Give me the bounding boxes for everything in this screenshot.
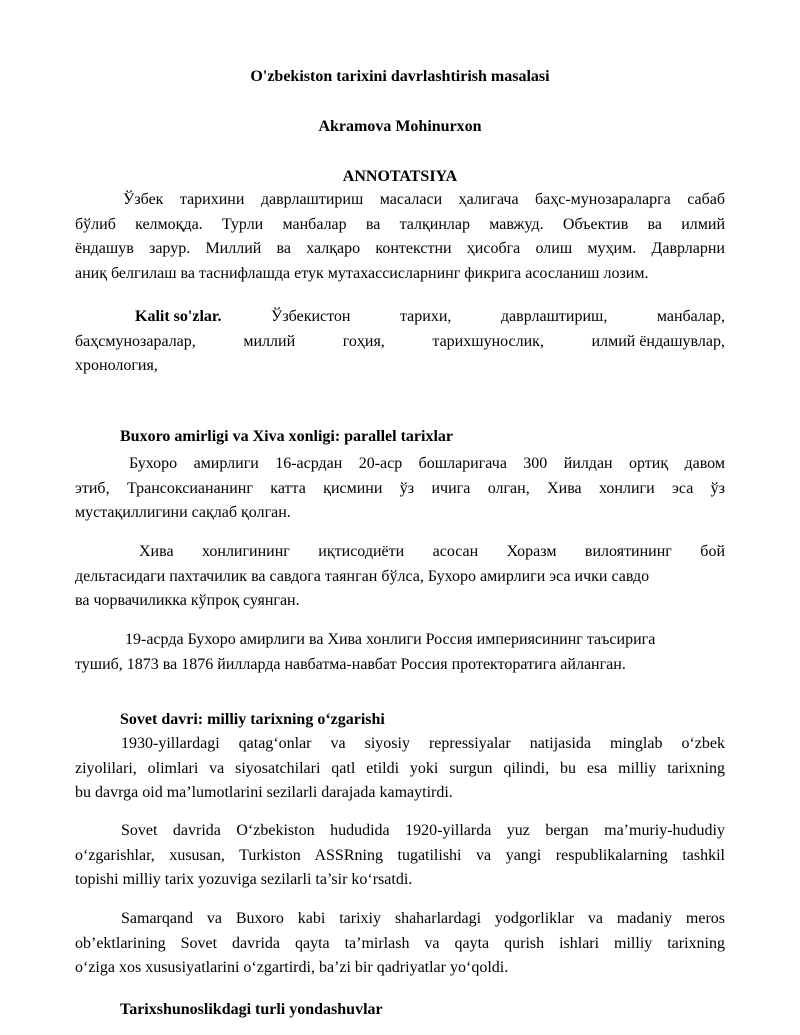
paragraph-line: этиб, Трансоксиананинг катта қисмини ўз ичига олган, Хива хонлиги эса ўз — [75, 479, 725, 497]
paragraph-line: Хива хонлигининг иқтисодиёти асосан Хоразм вилоятининг бой — [139, 543, 725, 560]
section1-paragraph-2 — [75, 540, 725, 614]
keywords-paragraph — [75, 305, 725, 379]
paragraph-line: 19-асрда Бухоро амирлиги ва Хива хонлиги Россия империясининг таъсирига — [125, 631, 656, 648]
keyword: манбалар, — [656, 308, 725, 325]
keyword: илмий ёндашувлар, — [591, 332, 725, 350]
keywords-line — [75, 305, 725, 330]
section1-paragraph-3 — [75, 628, 725, 677]
keywords-line — [75, 330, 725, 355]
document-title: O'zbekiston tarixini davrlashtirish masalasi — [250, 68, 550, 85]
paragraph-line: мустақиллигини сақлаб қолган. — [75, 504, 291, 521]
section-heading: Tarixshunoslikdagi turli yondashuvlar — [120, 1001, 383, 1018]
section2-paragraph-3 — [75, 907, 725, 981]
annotation-paragraph — [75, 188, 725, 286]
keyword: баҳсмунозаралар, — [75, 332, 196, 350]
author-name: Akramova Mohinurxon — [318, 118, 482, 135]
section2-paragraph-1 — [75, 732, 725, 806]
paragraph-line: ва чорвачиликка кўпроқ суянган. — [75, 592, 300, 609]
annotation-line: бўлиб келмоқда. Турли манбалар ва талқинлар мавжуд. Объектив ва илмий — [75, 215, 725, 233]
section-heading: Sovet davri: milliy tarixning o‘zgarishi — [120, 711, 385, 728]
paragraph-line: дельтасидаги пахтачилик ва савдога таянган бўлса, Бухоро амирлиги эса ички савдо — [75, 567, 650, 585]
keyword: даврлаштириш, — [500, 308, 608, 325]
keyword: гоҳия, — [342, 332, 385, 350]
paragraph-line: bu davrga oid ma’lumotlarini sezilarli darajada kamaytirdi. — [75, 784, 453, 801]
keyword: миллий — [243, 332, 296, 350]
paragraph-line: ziyolilari, olimlari va siyosatchilari qatl etildi yoki surgun qilindi, bu esa milliy tarixning — [75, 759, 725, 777]
keyword: тарихи, — [399, 308, 452, 325]
paragraph-line: 1930-yillardagi qatag‘onlar va siyosiy repressiyalar natijasida minglab o‘zbek — [121, 735, 725, 752]
paragraph-line: topishi milliy tarix yozuviga sezilarli ta’sir ko‘rsatdi. — [75, 871, 413, 888]
paragraph-line: Sovet davrida O‘zbekiston hududida 1920-yillarda yuz bergan ma’muriy-hududiy — [121, 822, 725, 839]
section1-paragraph-1 — [75, 452, 725, 526]
paragraph-line: тушиб, 1873 ва 1876 йилларда навбатма-навбат Россия протекторатига айланган. — [75, 655, 626, 673]
annotation-line: Ўзбек тарихини даврлаштириш масаласи ҳалигача баҳс-мунозараларга сабаб — [123, 191, 725, 208]
paragraph-line: Samarqand va Buxoro kabi tarixiy shaharlardagi yodgorliklar va madaniy meros — [121, 910, 725, 927]
section2-paragraph-2 — [75, 819, 725, 893]
paragraph-line: ob’ektlarining Sovet davrida qayta ta’mirlash va qayta qurish ishlari milliy tarixning — [75, 934, 725, 952]
annotation-heading: ANNOTATSIYA — [342, 168, 458, 185]
keyword: хронология, — [75, 357, 158, 374]
annotation-line: ёндашув зарур. Миллий ва халқаро контекстни ҳисобга олиш муҳим. Даврларни — [75, 240, 725, 257]
keyword: Ўзбекистон — [271, 308, 351, 325]
paragraph-line: Бухоро амирлиги 16-асрдан 20-аср бошларигача 300 йилдан ортиқ давом — [129, 455, 725, 472]
paragraph-line: o‘ziga xos xususiyatlarini o‘zgartirdi, ba’zi bir qadriyatlar yo‘qoldi. — [75, 959, 509, 976]
keywords-label: Kalit so'zlar. — [135, 308, 222, 325]
paragraph-line: o‘zgarishlar, xususan, Turkiston ASSRning tugatilishi va yangi respublikalarning tashkil — [75, 846, 725, 864]
annotation-line: аниқ белгилаш ва таснифлашда етук мутахассисларнинг фикрига асосланиш лозим. — [75, 264, 649, 282]
section-heading: Buxoro amirligi va Xiva xonligi: parallel tarixlar — [120, 428, 454, 445]
keyword: тарихшунослик, — [432, 332, 544, 350]
